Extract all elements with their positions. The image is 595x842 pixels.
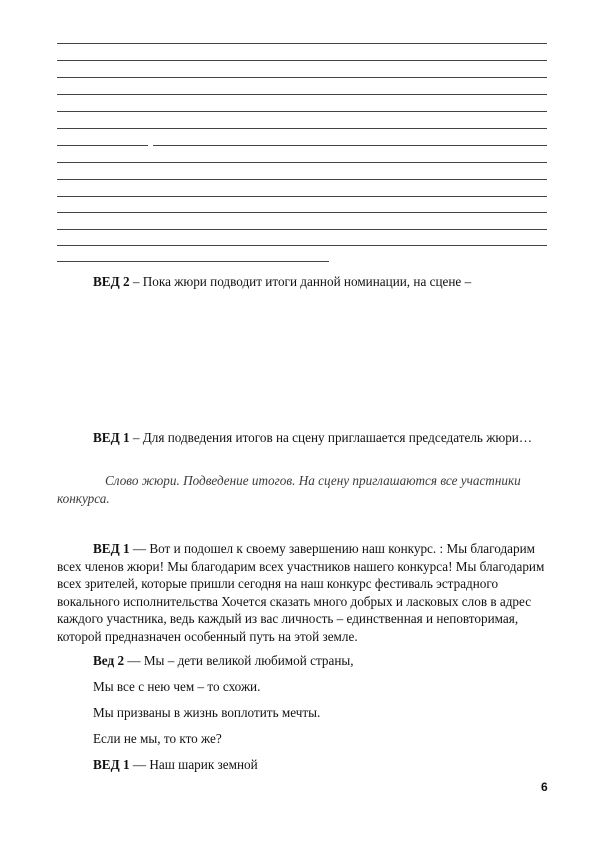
blank-line xyxy=(57,145,148,146)
blank-line xyxy=(57,162,547,163)
blank-line xyxy=(57,43,547,44)
blank-line xyxy=(57,261,329,262)
verse-text: — Наш шарик земной xyxy=(129,757,258,772)
blank-line xyxy=(57,179,547,180)
verse-line xyxy=(93,756,258,774)
verse-line xyxy=(93,652,354,670)
dialogue-paragraph xyxy=(57,540,549,645)
dialogue-paragraph xyxy=(57,429,549,447)
verse-text: Мы все с нею чем – то схожи. xyxy=(93,679,261,694)
page-number: 6 xyxy=(541,780,548,794)
verse-text: Мы призваны в жизнь воплотить мечты. xyxy=(93,705,321,720)
verse-line xyxy=(93,704,320,722)
blank-line xyxy=(153,145,547,146)
blank-line xyxy=(57,212,547,213)
speaker-label: ВЕД 2 xyxy=(93,274,130,289)
stage-direction-text: Слово жюри. Подведение итогов. На сцену приглашаются все участники конкурса. xyxy=(57,473,521,506)
blank-line xyxy=(57,128,547,129)
speaker-label: Вед 2 xyxy=(93,653,125,668)
verse-line xyxy=(93,730,222,748)
blank-line xyxy=(57,196,547,197)
verse-text: — Мы – дети великой любимой страны, xyxy=(124,653,354,668)
verse-text: Если не мы, то кто же? xyxy=(93,731,222,746)
dialogue-text: – Для подведения итогов на сцену приглашается председатель жюри… xyxy=(129,430,533,445)
dialogue-paragraph xyxy=(57,273,549,291)
blank-line xyxy=(57,94,547,95)
verse-line xyxy=(93,678,260,696)
speaker-label: ВЕД 1 xyxy=(93,541,130,556)
speaker-label: ВЕД 1 xyxy=(93,430,130,445)
blank-line xyxy=(57,111,547,112)
blank-line xyxy=(57,245,547,246)
blank-line xyxy=(57,77,547,78)
dialogue-text: — Вот и подошел к своему завершению наш конкурс. : Мы благодарим всех членов жюри! Мы благодарим всех участников нашего конкурса! Мы благодарим всех зрителей, которые пришли сегодня на наш конкурс фестиваль эстрадного вокального исполнительства Хочется сказать много добрых и ласковых слов в адрес каждого участника, ведь каждый из вас личность – единственная и неповторимая, которой предназначен особенный путь на этой земле. xyxy=(57,541,545,644)
stage-direction xyxy=(57,472,549,507)
blank-line xyxy=(57,229,547,230)
speaker-label: ВЕД 1 xyxy=(93,757,130,772)
dialogue-text: – Пока жюри подводит итоги данной номинации, на сцене – xyxy=(129,274,472,289)
blank-line xyxy=(57,60,547,61)
